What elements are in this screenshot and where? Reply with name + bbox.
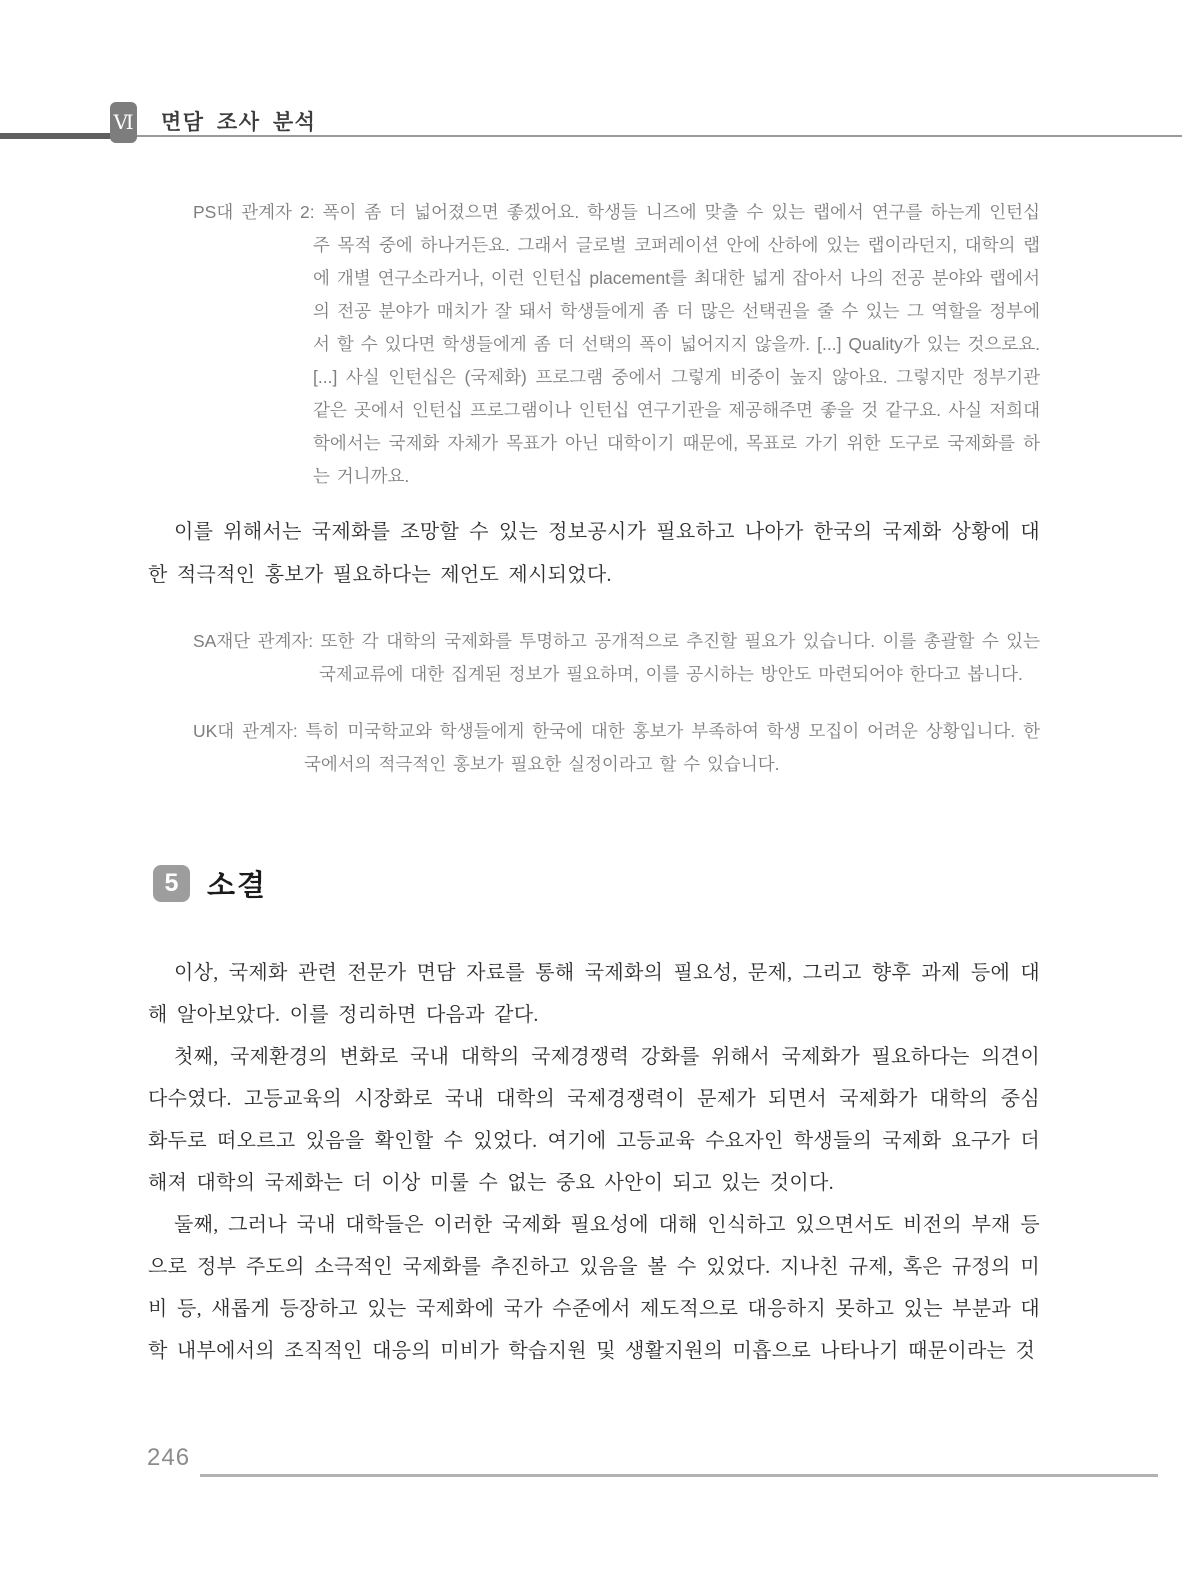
interview-quote-ps-university	[193, 196, 1040, 493]
body-paragraph: 둘째, 그러나 국내 대학들은 이러한 국제화 필요성에 대해 인식하고 있으면서도 비전의 부재 등으로 정부 주도의 소극적인 국제화를 추진하고 있음을 볼 수 있었다. 지나친 규제, 혹은 규정의 미비 등, 새롭게 등장하고 있는 국제화에 국가 수준에서 제도적으로 대응하지 못하고 있는 부분과 대학 내부에서의 조직적인 대응의 미비가 학습지원 및 생활지원의 미흡으로 나타나기 때문이라는 것	[148, 1214, 1040, 1362]
quote-text: 또한 각 대학의 국제화를 투명하고 공개적으로 추진할 필요가 있습니다. 이를 총괄할 수 있는 국제교류에 대한 집계된 정보가 필요하며, 이를 공시하는 방안도 마련되어야 한다고 봅니다.	[319, 631, 1040, 684]
quote-text: 특히 미국학교와 학생들에게 한국에 대한 홍보가 부족하여 학생 모집이 어려운 상황입니다. 한국에서의 적극적인 홍보가 필요한 실정이라고 할 수 있습니다.	[304, 721, 1040, 774]
interview-quote-uk-university	[193, 715, 1040, 781]
page-body	[148, 140, 1040, 1372]
quote-text: 폭이 좀 더 넓어졌으면 좋겠어요. 학생들 니즈에 맞출 수 있는 랩에서 연구를 하는게 인턴십 주 목적 중에 하나거든요. 그래서 글로벌 코퍼레이션 안에 산하에 있는 랩이라던지, 대학의 랩에 개별 연구소라거나, 이런 인턴십 placement를 최대한 넓게 잡아서 나의 전공 분야와 랩에서의 전공 분야가 매치가 잘 돼서 학생들에게 좀 더 많은 선택권을 줄 수 있는 그 역할을 정부에서 할 수 있다면 학생들에게 좀 더 선택의 폭이 넓어지지 않을까. [...] Quality가 있는 것으로요. [...] 사실 인턴십은 (국제화) 프로그램 중에서 그렇게 비중이 높지 않아요. 그렇지만 정부기관 같은 곳에서 인턴십 프로그램이나 인턴십 연구기관을 제공해주면 좋을 것 같구요. 사실 저희대학에서는 국제화 자체가 목표가 아닌 대학이기 때문에, 목표로 가기 위한 도구로 국제화를 하는 거니까요.	[313, 202, 1040, 486]
page-number: 246	[147, 1444, 191, 1471]
body-paragraph: 이상, 국제화 관련 전문가 면담 자료를 통해 국제화의 필요성, 문제, 그리고 향후 과제 등에 대해 알아보았다. 이를 정리하면 다음과 같다.	[148, 962, 1040, 1026]
section-title: 소결	[207, 870, 268, 902]
quote-speaker-label: SA재단 관계자:	[193, 631, 314, 651]
quote-speaker-label: PS대 관계자 2:	[193, 202, 315, 222]
header-rule-thick	[0, 133, 114, 139]
chapter-number-badge	[110, 102, 137, 143]
body-paragraph: 이를 위해서는 국제화를 조망할 수 있는 정보공시가 필요하고 나아가 한국의 국제화 상황에 대한 적극적인 홍보가 필요하다는 제언도 제시되었다.	[148, 521, 1040, 586]
conclusion-text-block	[148, 952, 1040, 1372]
section-heading	[153, 863, 1040, 904]
body-paragraph: 첫째, 국제환경의 변화로 국내 대학의 국제경쟁력 강화를 위해서 국제화가 필요하다는 의견이 다수였다. 고등교육의 시장화로 국내 대학의 국제경쟁력이 문제가 되면서 국제화가 대학의 중심 화두로 떠오르고 있음을 확인할 수 있었다. 여기에 고등교육 수요자인 학생들의 국제화 요구가 더해져 대학의 국제화는 더 이상 미룰 수 없는 중요 사안이 되고 있는 것이다.	[148, 1046, 1040, 1194]
chapter-numeral: Ⅵ	[113, 112, 134, 134]
interview-quote-sa-foundation	[193, 625, 1040, 691]
quote-speaker-label: UK대 관계자:	[193, 721, 298, 741]
footer-rule	[200, 1474, 1158, 1477]
section-number-badge: 5	[153, 865, 190, 902]
chapter-title: 면담 조사 분석	[161, 111, 317, 134]
